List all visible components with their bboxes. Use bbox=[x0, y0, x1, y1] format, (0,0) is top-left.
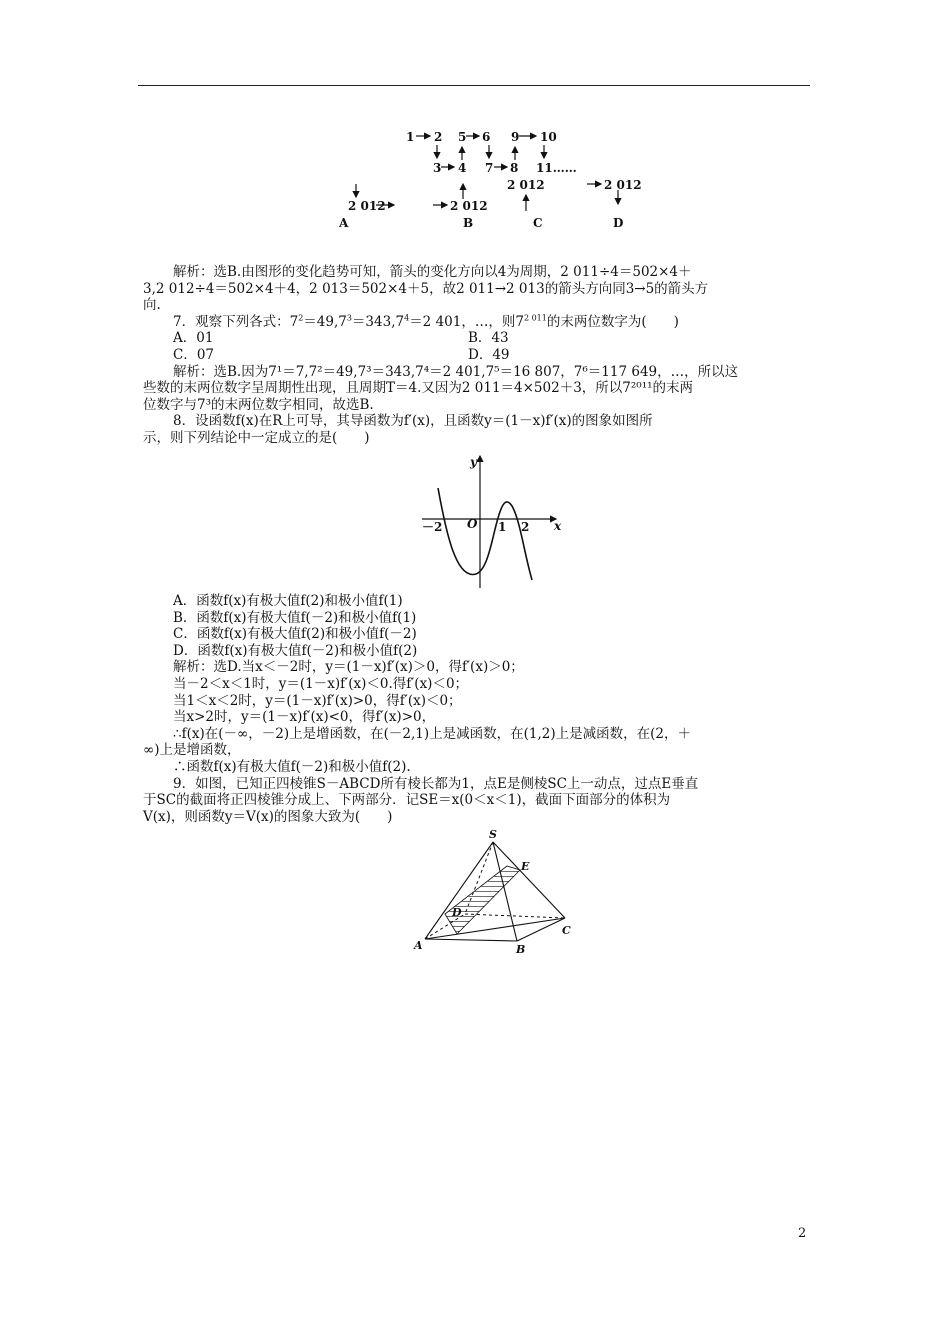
q9-stem-line3: V(x)，则函数y＝V(x)的图象大致为( ) bbox=[143, 808, 393, 825]
num-2: 2 bbox=[434, 130, 443, 144]
q7-solution-line1: 解析：选B.因为7¹＝7,7²＝49,7³＝343,7⁴＝2 401,7⁵＝16 807，7⁶＝117 649，…，所以这 bbox=[173, 363, 739, 380]
q8-option-d: D．函数f(x)有极大值f(－2)和极小值f(2) bbox=[173, 642, 418, 659]
q6-solution-line3: 向. bbox=[143, 297, 161, 314]
q8-option-b: B．函数f(x)有极大值f(－2)和极小值f(1) bbox=[173, 609, 417, 626]
num-11: 11…… bbox=[536, 161, 577, 175]
q8-function-graph bbox=[418, 452, 568, 592]
q8-solution-line7: ∴函数f(x)有极大值f(－2)和极小值f(2). bbox=[173, 758, 411, 775]
q8-option-c: C．函数f(x)有极大值f(2)和极小值f(－2) bbox=[173, 626, 417, 643]
vertex-a-label: A bbox=[414, 939, 423, 952]
q7-option-d: D．49 bbox=[468, 346, 510, 363]
page-number: 2 bbox=[798, 1226, 807, 1241]
q7-options-row2 bbox=[143, 347, 808, 364]
q7-stem: 7．观察下列各式：$7^2=49,7^3=343,7^4=2$ 401，…，则$7^{2 011}$的末两位数字为( ) bbox=[173, 313, 679, 330]
option-d-value: 2 012 bbox=[604, 178, 642, 192]
q8-solution-line5: ∴f(x)在(－∞，－2)上是增函数，在(－2,1)上是减函数，在(1,2)上是减函数，在(2，＋ bbox=[173, 725, 691, 742]
q8-stem-line2: 示，则下列结论中一定成立的是( ) bbox=[143, 429, 370, 446]
num-9: 9 bbox=[511, 130, 520, 144]
vertex-b-label: B bbox=[516, 943, 526, 956]
q7-option-c: C．07 bbox=[173, 346, 215, 363]
tick-2: 2 bbox=[521, 520, 530, 534]
option-b-letter: B bbox=[463, 216, 474, 230]
tick-1: 1 bbox=[498, 520, 507, 534]
option-c-value: 2 012 bbox=[507, 178, 545, 192]
point-e-label: E bbox=[521, 860, 530, 873]
q7-options-row1 bbox=[143, 330, 808, 347]
q7-option-b: B．43 bbox=[468, 330, 509, 347]
q8-stem-line1: 8．设函数f(x)在R上可导，其导函数为f′(x)，且函数y＝(1－x)f′(x)的图象如图所 bbox=[173, 413, 653, 430]
q9-stem-line1: 9．如图，已知正四棱锥S－ABCD所有棱长都为1，点E是侧棱SC上一动点，过点E垂直 bbox=[173, 775, 699, 792]
arrow-pattern-figure bbox=[330, 122, 642, 232]
q8-solution-line2: 当－2＜x＜1时，y＝(1－x)f′(x)＜0.得f′(x)＜0； bbox=[173, 675, 469, 692]
vertex-c-label: C bbox=[562, 924, 571, 937]
q9-pyramid-figure bbox=[405, 826, 585, 958]
content-block-bottom bbox=[143, 593, 808, 825]
q8-solution-line1: 解析：选D.当x＜－2时，y＝(1－x)f′(x)＞0，得f′(x)＞0； bbox=[173, 659, 524, 676]
vertex-s-label: S bbox=[489, 828, 497, 841]
x-axis-label: x bbox=[554, 519, 562, 533]
header-rule bbox=[138, 85, 810, 86]
q7-solution-line3: 位数字与7³的末两位数字相同，故选B. bbox=[143, 396, 374, 413]
num-5: 5 bbox=[458, 130, 467, 144]
q8-solution-line6: ∞)上是增函数， bbox=[143, 742, 241, 759]
option-d-letter: D bbox=[613, 216, 624, 230]
y-axis-label: y bbox=[470, 455, 477, 469]
q6-solution-line2: 3,2 012÷4＝502×4＋4，2 013＝502×4＋5，故2 011→2 013的箭头方向同3→5的箭头方 bbox=[143, 280, 709, 297]
q7-solution-line2: 些数的末两位数字呈周期性出现，且周期T＝4.又因为2 011＝4×502＋3，所以7²⁰¹¹的末两 bbox=[143, 380, 694, 397]
num-7: 7 bbox=[485, 161, 494, 175]
num-10: 10 bbox=[540, 130, 557, 144]
q8-option-a: A．函数f(x)有极大值f(2)和极小值f(1) bbox=[173, 593, 403, 609]
option-a-value: 2 012 bbox=[348, 199, 386, 213]
option-c-letter: C bbox=[533, 216, 543, 230]
tick-neg2: －2 bbox=[422, 520, 443, 534]
num-1: 1 bbox=[406, 130, 415, 144]
option-a-letter: A bbox=[339, 216, 349, 230]
q6-solution-line1: 解析：选B.由图形的变化趋势可知，箭头的变化方向以4为周期，2 011÷4＝502×4＋ bbox=[173, 264, 692, 280]
vertex-d-label: D bbox=[452, 906, 462, 919]
option-b-value: 2 012 bbox=[450, 199, 488, 213]
q7-option-a: A．01 bbox=[173, 330, 214, 347]
num-3: 3 bbox=[433, 161, 442, 175]
num-4: 4 bbox=[458, 161, 467, 175]
num-8: 8 bbox=[510, 161, 519, 175]
q8-solution-line3: 当1＜x＜2时，y＝(1－x)f′(x)>0，得f′(x)＜0； bbox=[173, 692, 462, 709]
content-block-top bbox=[143, 264, 808, 447]
origin-label: O bbox=[467, 517, 478, 531]
q9-stem-line2: 于SC的截面将正四棱锥分成上、下两部分．记SE＝x(0＜x＜1)，截面下面部分的体积为 bbox=[143, 792, 671, 809]
q8-solution-line4: 当x>2时，y＝(1－x)f′(x)<0，得f′(x)>0， bbox=[173, 709, 436, 726]
num-6: 6 bbox=[482, 130, 491, 144]
